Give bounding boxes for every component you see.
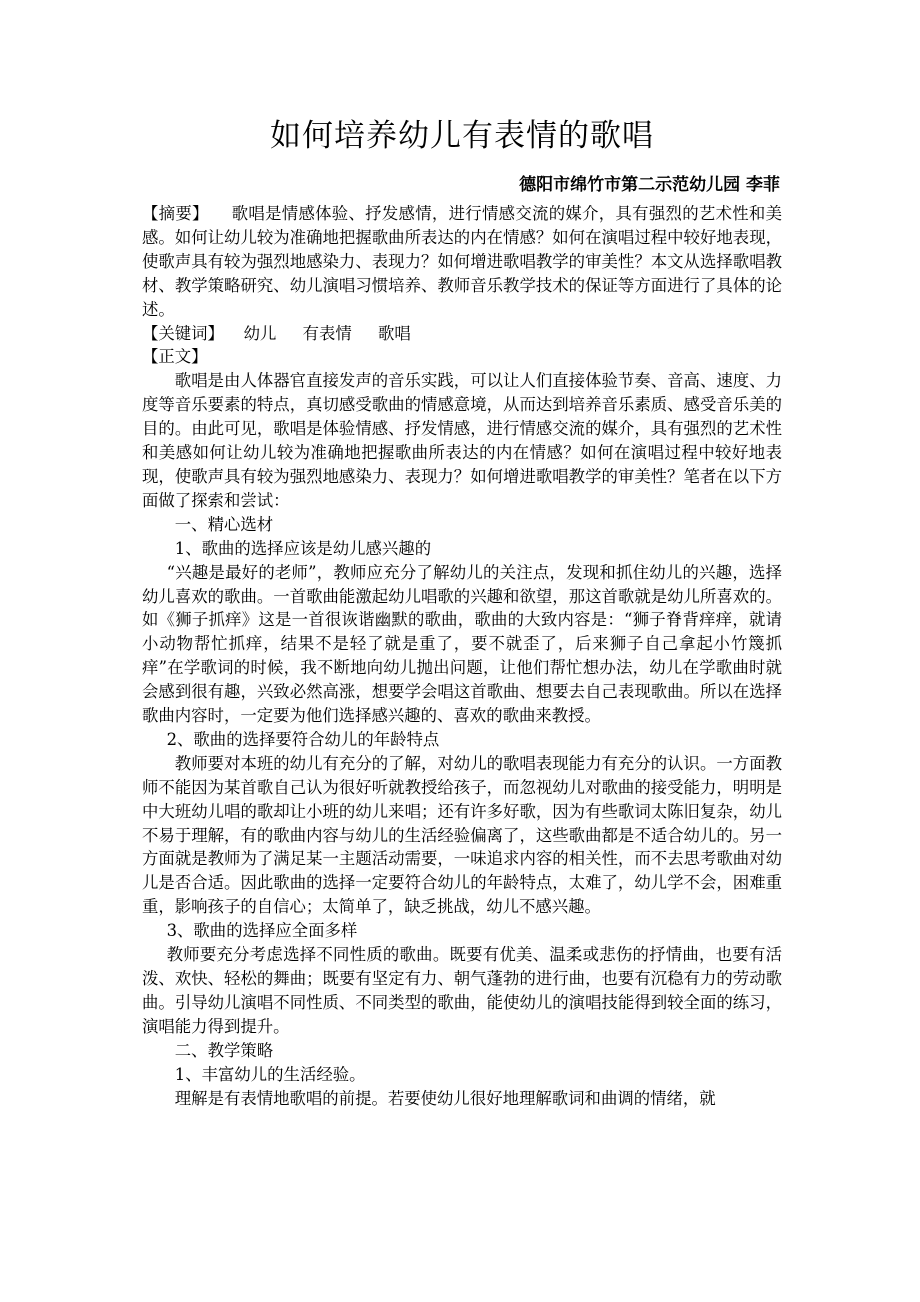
document-page bbox=[142, 112, 782, 1110]
section-heading: 二、教学策略 bbox=[174, 1040, 274, 1060]
keywords-line bbox=[142, 322, 782, 346]
keyword: 歌唱 bbox=[378, 323, 411, 343]
body-paragraph: 理解是有表情地歌唱的前提。若要使幼儿很好地理解歌词和曲调的情绪，就 bbox=[174, 1088, 716, 1108]
keywords-label: 【关键词】 bbox=[142, 323, 224, 343]
subsection-heading: 1、丰富幼儿的生活经验。 bbox=[174, 1064, 366, 1084]
keyword: 有表情 bbox=[302, 323, 352, 343]
subsection-heading: 2、歌曲的选择要符合幼儿的年龄特点 bbox=[166, 729, 440, 749]
subsection-heading: 3、歌曲的选择应全面多样 bbox=[166, 921, 358, 941]
document-title: 如何培养幼儿有表情的歌唱 bbox=[270, 118, 654, 154]
section-heading: 一、精心选材 bbox=[174, 514, 274, 534]
keyword: 幼儿 bbox=[243, 323, 277, 343]
intro-paragraph: 歌唱是由人体器官直接发声的音乐实践，可以让人们直接体验节奏、音高、速度、力度等音乐要素的特点，真切感受歌曲的情感意境，从而达到培养音乐素质、感受音乐美的目的。由此可见，歌唱是体验情感、抒发情感，进行情感交流的媒介，具有强烈的艺术性和美感如何让幼儿较为准确地把握歌曲所表达的内在情感？如何在演唱过程中较好地表现，使歌声具有较为强烈地感染力、表现力？如何增进歌唱教学的审美性？笔者在以下方面做了探索和尝试： bbox=[142, 371, 782, 510]
author-line: 德阳市绵竹市第二示范幼儿园 李菲 bbox=[519, 175, 780, 195]
subsection-heading: 1、歌曲的选择应该是幼儿感兴趣的 bbox=[174, 538, 432, 558]
abstract-paragraph bbox=[142, 202, 782, 322]
abstract-text: 歌唱是情感体验、抒发感情，进行情感交流的媒介，具有强烈的艺术性和美感。如何让幼儿较为准确地把握歌曲所表达的内在情感？如何在演唱过程中较好地表现，使歌声具有较为强烈地感染力、表现力？如何增进歌唱教学的审美性？本文从选择歌唱教材、教学策略研究、幼儿演唱习惯培养、教师音乐教学技术的保证等方面进行了具体的论述。 bbox=[142, 204, 783, 319]
body-paragraph: 教师要充分考虑选择不同性质的歌曲。既要有优美、温柔或悲伤的抒情曲，也要有活泼、欢快、轻松的舞曲；既要有坚定有力、朝气蓬勃的进行曲，也要有沉稳有力的劳动歌曲。引导幼儿演唱不同性质、不同类型的歌曲，能使幼儿的演唱技能得到较全面的练习，演唱能力得到提升。 bbox=[142, 945, 782, 1036]
body-label: 【正文】 bbox=[142, 347, 208, 367]
body-paragraph: “兴趣是最好的老师”，教师应充分了解幼儿的关注点，发现和抓住幼儿的兴趣，选择幼儿喜欢的歌曲。一首歌曲能激起幼儿唱歌的兴趣和欲望，那这首歌就是幼儿所喜欢的。如《狮子抓痒》这是一首很诙谐幽默的歌曲，歌曲的大致内容是：“狮子脊背痒痒，就请小动物帮忙抓痒，结果不是轻了就是重了，要不就歪了，后来狮子自己拿起小竹篾抓痒”在学歌词的时候，我不断地向幼儿抛出问题，让他们帮忙想办法，幼儿在学歌曲时就会感到很有趣，兴致必然高涨，想要学会唱这首歌曲、想要去自己表现歌曲。所以在选择歌曲内容时，一定要为他们选择感兴趣的、喜欢的歌曲来教授。 bbox=[142, 562, 782, 726]
abstract-label: 【摘要】 bbox=[142, 204, 209, 223]
body-paragraph: 教师要对本班的幼儿有充分的了解，对幼儿的歌唱表现能力有充分的认识。一方面教师不能因为某首歌自己认为很好听就教授给孩子，而忽视幼儿对歌曲的接受能力，明明是中大班幼儿唱的歌却让小班的幼儿来唱；还有许多好歌，因为有些歌词太陈旧复杂，幼儿不易于理解，有的歌曲内容与幼儿的生活经验偏离了，这些歌曲都是不适合幼儿的。另一方面就是教师为了满足某一主题活动需要，一味追求内容的相关性，而不去思考歌曲对幼儿是否合适。因此歌曲的选择一定要符合幼儿的年龄特点，太难了，幼儿学不会，困难重重，影响孩子的自信心；太简单了，缺乏挑战，幼儿不感兴趣。 bbox=[142, 753, 782, 917]
